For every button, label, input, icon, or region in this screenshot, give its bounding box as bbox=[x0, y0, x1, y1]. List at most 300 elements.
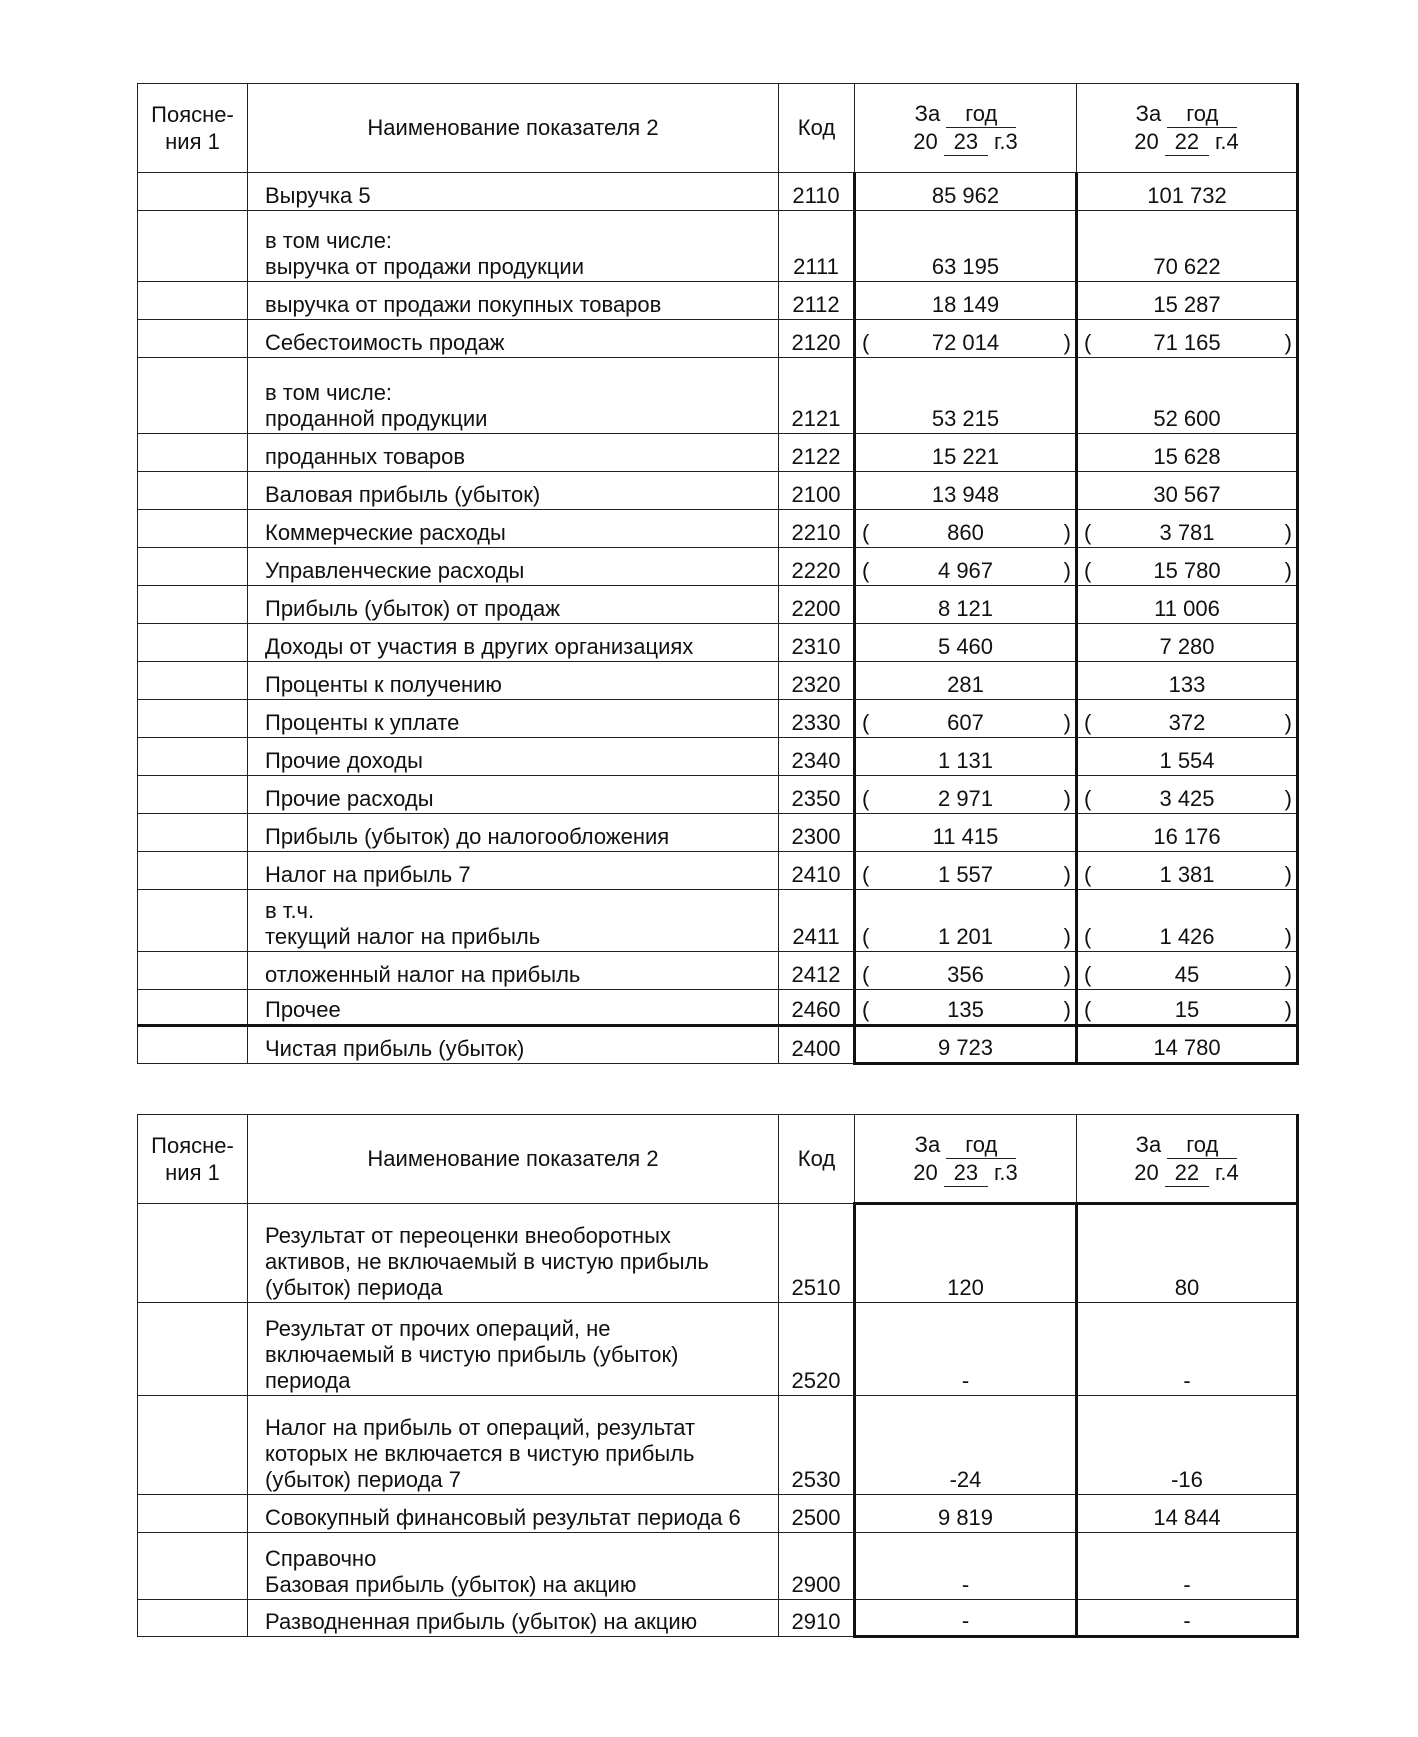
indicator-name bbox=[248, 358, 779, 434]
table-row bbox=[138, 510, 1298, 548]
explanation-cell bbox=[138, 1533, 248, 1600]
value-text: 11 415 bbox=[932, 824, 999, 849]
open-paren: ( bbox=[862, 997, 870, 1022]
period-suffix: г.3 bbox=[994, 1159, 1018, 1185]
value-text: 85 962 bbox=[931, 183, 1000, 208]
indicator-name-line: Доходы от участия в других организациях bbox=[265, 634, 694, 659]
indicator-name bbox=[248, 1533, 779, 1600]
value-current bbox=[855, 1303, 1077, 1396]
open-paren: ( bbox=[862, 710, 870, 735]
table-row bbox=[138, 358, 1298, 434]
indicator-code: 2111 bbox=[779, 211, 855, 282]
indicator-name bbox=[248, 662, 779, 700]
indicator-name bbox=[248, 852, 779, 890]
close-paren: ) bbox=[1284, 997, 1292, 1022]
indicator-code: 2120 bbox=[779, 320, 855, 358]
indicator-code: 2100 bbox=[779, 472, 855, 510]
value-text: 4 967 bbox=[937, 558, 994, 583]
value-current bbox=[855, 990, 1077, 1026]
header-explanations-line: ния 1 bbox=[165, 129, 220, 154]
value-text: 101 732 bbox=[1147, 183, 1227, 208]
indicator-code: 2412 bbox=[779, 952, 855, 990]
value-text: 15 628 bbox=[1153, 444, 1221, 469]
value-current bbox=[855, 814, 1077, 852]
indicator-name bbox=[248, 1600, 779, 1637]
table-row bbox=[138, 776, 1298, 814]
value-text: 45 bbox=[1174, 962, 1200, 987]
header-explanations bbox=[138, 1115, 248, 1204]
explanation-cell bbox=[138, 282, 248, 320]
period-century: 20 bbox=[1134, 129, 1159, 154]
value-text: 72 014 bbox=[931, 330, 1000, 355]
value-previous bbox=[1077, 814, 1298, 852]
explanation-cell bbox=[138, 586, 248, 624]
explanation-cell bbox=[138, 1026, 248, 1064]
value-text: 372 bbox=[1168, 710, 1206, 735]
indicator-code: 2220 bbox=[779, 548, 855, 586]
explanation-cell bbox=[138, 662, 248, 700]
indicator-name-line: Базовая прибыль (убыток) на акцию bbox=[265, 1572, 637, 1597]
indicator-name-line: которых не включается в чистую прибыль bbox=[265, 1441, 695, 1466]
open-paren: ( bbox=[862, 786, 870, 811]
indicator-code: 2210 bbox=[779, 510, 855, 548]
indicator-code: 2300 bbox=[779, 814, 855, 852]
value-previous bbox=[1077, 320, 1298, 358]
indicator-name-line: Налог на прибыль от операций, результат bbox=[265, 1415, 696, 1440]
table-row bbox=[138, 852, 1298, 890]
indicator-name bbox=[248, 548, 779, 586]
value-previous bbox=[1077, 358, 1298, 434]
close-paren: ) bbox=[1284, 520, 1292, 545]
indicator-name-line: Результат от переоценки внеоборотных bbox=[265, 1223, 671, 1248]
table-row bbox=[138, 814, 1298, 852]
close-paren: ) bbox=[1284, 710, 1292, 735]
indicator-name-line: Прочее bbox=[265, 997, 341, 1022]
value-text: 133 bbox=[1168, 672, 1206, 697]
header-explanations-line: Поясне- bbox=[151, 102, 234, 127]
indicator-name-line: Разводненная прибыль (убыток) на акцию bbox=[265, 1609, 698, 1634]
indicator-name bbox=[248, 434, 779, 472]
value-text: 15 780 bbox=[1153, 558, 1221, 583]
table-row bbox=[138, 320, 1298, 358]
value-text: 1 381 bbox=[1159, 862, 1215, 887]
value-current bbox=[855, 1396, 1077, 1495]
open-paren: ( bbox=[1084, 997, 1092, 1022]
close-paren: ) bbox=[1063, 558, 1071, 583]
indicator-name bbox=[248, 624, 779, 662]
period-year: 22 bbox=[1165, 1159, 1209, 1187]
explanation-cell bbox=[138, 814, 248, 852]
open-paren: ( bbox=[862, 962, 870, 987]
value-previous bbox=[1077, 890, 1298, 952]
indicator-name-line: текущий налог на прибыль bbox=[265, 924, 541, 949]
indicator-name-line: в том числе: bbox=[265, 228, 393, 253]
value-current bbox=[855, 548, 1077, 586]
period-century: 20 bbox=[913, 1159, 938, 1185]
value-previous bbox=[1077, 952, 1298, 990]
value-text: 1 131 bbox=[937, 748, 994, 773]
table-row bbox=[138, 472, 1298, 510]
open-paren: ( bbox=[862, 330, 870, 355]
indicator-name bbox=[248, 738, 779, 776]
open-paren: ( bbox=[1084, 710, 1092, 735]
explanation-cell bbox=[138, 472, 248, 510]
value-previous bbox=[1077, 662, 1298, 700]
value-text: 53 215 bbox=[931, 406, 1000, 431]
value-text: 15 bbox=[1174, 997, 1200, 1022]
indicator-name bbox=[248, 173, 779, 211]
value-previous bbox=[1077, 1396, 1298, 1495]
value-current bbox=[855, 1204, 1077, 1303]
table-row bbox=[138, 1533, 1298, 1600]
header-row bbox=[138, 1115, 1298, 1204]
indicator-code: 2330 bbox=[779, 700, 855, 738]
value-current bbox=[855, 776, 1077, 814]
open-paren: ( bbox=[1084, 786, 1092, 811]
table-row bbox=[138, 990, 1298, 1026]
close-paren: ) bbox=[1284, 330, 1292, 355]
header-previous-period bbox=[1077, 84, 1298, 173]
value-text: 281 bbox=[947, 672, 984, 697]
open-paren: ( bbox=[1084, 924, 1092, 949]
open-paren: ( bbox=[1084, 862, 1092, 887]
indicator-code: 2110 bbox=[779, 173, 855, 211]
value-text: 70 622 bbox=[1153, 254, 1221, 279]
period-suffix: г.4 bbox=[1215, 129, 1239, 154]
value-text: - bbox=[961, 1608, 970, 1633]
indicator-name-line: (убыток) периода 7 bbox=[265, 1467, 461, 1492]
explanation-cell bbox=[138, 852, 248, 890]
value-text: 2 971 bbox=[937, 786, 994, 811]
indicator-name-line: Налог на прибыль 7 bbox=[265, 862, 471, 887]
table-row bbox=[138, 1495, 1298, 1533]
indicator-code: 2200 bbox=[779, 586, 855, 624]
value-current bbox=[855, 510, 1077, 548]
indicator-name-line: (убыток) периода bbox=[265, 1275, 443, 1300]
table-row bbox=[138, 1396, 1298, 1495]
period-year: 22 bbox=[1165, 128, 1209, 156]
indicator-name-line: Прибыль (убыток) до налогообложения bbox=[265, 824, 670, 849]
header-current-period bbox=[855, 84, 1077, 173]
table-row bbox=[138, 1600, 1298, 1637]
open-paren: ( bbox=[1084, 962, 1092, 987]
value-text: 14 844 bbox=[1153, 1505, 1221, 1530]
close-paren: ) bbox=[1063, 786, 1071, 811]
value-previous bbox=[1077, 173, 1298, 211]
indicator-code: 2350 bbox=[779, 776, 855, 814]
period-suffix: г.4 bbox=[1215, 1159, 1239, 1185]
value-current bbox=[855, 472, 1077, 510]
indicator-code: 2500 bbox=[779, 1495, 855, 1533]
value-current bbox=[855, 1533, 1077, 1600]
explanation-cell bbox=[138, 738, 248, 776]
close-paren: ) bbox=[1284, 924, 1292, 949]
value-previous bbox=[1077, 282, 1298, 320]
open-paren: ( bbox=[1084, 558, 1092, 583]
indicator-name bbox=[248, 700, 779, 738]
period-za: За bbox=[914, 101, 941, 126]
value-previous bbox=[1077, 990, 1298, 1026]
value-current bbox=[855, 852, 1077, 890]
value-current bbox=[855, 358, 1077, 434]
header-code: Код bbox=[779, 1115, 855, 1204]
value-text: 13 948 bbox=[931, 482, 1000, 507]
indicator-name-line: Совокупный финансовый результат периода 6 bbox=[265, 1505, 741, 1530]
explanation-cell bbox=[138, 990, 248, 1026]
explanation-cell bbox=[138, 211, 248, 282]
value-text: 63 195 bbox=[931, 254, 1000, 279]
indicator-name bbox=[248, 776, 779, 814]
period-za: За bbox=[914, 1131, 941, 1157]
indicator-code: 2400 bbox=[779, 1026, 855, 1064]
value-previous bbox=[1077, 1533, 1298, 1600]
value-text: 7 280 bbox=[1159, 634, 1215, 659]
indicator-code: 2310 bbox=[779, 624, 855, 662]
value-current bbox=[855, 624, 1077, 662]
header-current-period bbox=[855, 1115, 1077, 1204]
indicator-name-line: Управленческие расходы bbox=[265, 558, 525, 583]
close-paren: ) bbox=[1284, 962, 1292, 987]
indicator-name-line: Результат от прочих операций, не bbox=[265, 1316, 611, 1341]
indicator-name bbox=[248, 282, 779, 320]
table-row bbox=[138, 1026, 1298, 1064]
value-text: 18 149 bbox=[931, 292, 1000, 317]
value-current bbox=[855, 1495, 1077, 1533]
value-text: 1 557 bbox=[937, 862, 994, 887]
value-previous bbox=[1077, 434, 1298, 472]
value-current bbox=[855, 211, 1077, 282]
indicator-code: 2121 bbox=[779, 358, 855, 434]
table-row bbox=[138, 211, 1298, 282]
indicator-name-line: в т.ч. bbox=[265, 898, 315, 923]
value-previous bbox=[1077, 548, 1298, 586]
indicator-name bbox=[248, 990, 779, 1026]
indicator-code: 2530 bbox=[779, 1396, 855, 1495]
value-text: 30 567 bbox=[1153, 482, 1221, 507]
value-previous bbox=[1077, 852, 1298, 890]
indicator-code: 2122 bbox=[779, 434, 855, 472]
indicator-name bbox=[248, 1026, 779, 1064]
period-god: год bbox=[946, 100, 1016, 128]
indicator-code: 2520 bbox=[779, 1303, 855, 1396]
value-current bbox=[855, 738, 1077, 776]
table-row bbox=[138, 586, 1298, 624]
explanation-cell bbox=[138, 1303, 248, 1396]
table-row bbox=[138, 624, 1298, 662]
period-god: год bbox=[946, 1131, 1016, 1159]
value-text: - bbox=[961, 1368, 970, 1393]
financial-results-table bbox=[137, 83, 1299, 1065]
table-row bbox=[138, 282, 1298, 320]
value-previous bbox=[1077, 624, 1298, 662]
indicator-code: 2510 bbox=[779, 1204, 855, 1303]
open-paren: ( bbox=[862, 558, 870, 583]
value-current bbox=[855, 173, 1077, 211]
value-current bbox=[855, 586, 1077, 624]
value-previous bbox=[1077, 1600, 1298, 1637]
close-paren: ) bbox=[1063, 862, 1071, 887]
value-previous bbox=[1077, 586, 1298, 624]
explanation-cell bbox=[138, 358, 248, 434]
indicator-name-line: Чистая прибыль (убыток) bbox=[265, 1036, 525, 1061]
table-row bbox=[138, 1303, 1298, 1396]
indicator-name bbox=[248, 510, 779, 548]
period-za: За bbox=[1135, 1131, 1162, 1157]
value-current bbox=[855, 700, 1077, 738]
explanation-cell bbox=[138, 700, 248, 738]
indicator-name bbox=[248, 1495, 779, 1533]
value-current bbox=[855, 662, 1077, 700]
table-row bbox=[138, 1204, 1298, 1303]
indicator-name-line: Выручка 5 bbox=[265, 183, 371, 208]
indicator-name-line: Справочно bbox=[265, 1546, 377, 1571]
value-current bbox=[855, 952, 1077, 990]
value-text: - bbox=[1183, 1368, 1191, 1393]
indicator-name-line: Валовая прибыль (убыток) bbox=[265, 482, 541, 507]
value-previous bbox=[1077, 1026, 1298, 1064]
value-text: - bbox=[1183, 1572, 1191, 1597]
value-text: 71 165 bbox=[1153, 330, 1221, 355]
value-current bbox=[855, 282, 1077, 320]
explanation-cell bbox=[138, 952, 248, 990]
value-text: 3 781 bbox=[1159, 520, 1215, 545]
close-paren: ) bbox=[1063, 520, 1071, 545]
comprehensive-income-table bbox=[137, 1114, 1299, 1638]
table-row bbox=[138, 173, 1298, 211]
value-text: 860 bbox=[947, 520, 984, 545]
close-paren: ) bbox=[1284, 862, 1292, 887]
period-century: 20 bbox=[913, 129, 938, 154]
value-text: -16 bbox=[1171, 1467, 1203, 1492]
period-za: За bbox=[1135, 101, 1162, 126]
indicator-name-line: проданных товаров bbox=[265, 444, 466, 469]
table-row bbox=[138, 738, 1298, 776]
indicator-name-line: Проценты к получению bbox=[265, 672, 502, 697]
header-explanations-line: Поясне- bbox=[151, 1133, 234, 1158]
value-previous bbox=[1077, 700, 1298, 738]
table-row bbox=[138, 952, 1298, 990]
explanation-cell bbox=[138, 434, 248, 472]
value-text: 11 006 bbox=[1154, 596, 1220, 621]
value-text: 607 bbox=[947, 710, 984, 735]
value-text: - bbox=[961, 1572, 970, 1597]
table-row bbox=[138, 700, 1298, 738]
indicator-name-line: Коммерческие расходы bbox=[265, 520, 506, 545]
period-god: год bbox=[1167, 1131, 1237, 1159]
indicator-name-line: периода bbox=[265, 1368, 351, 1393]
value-text: 15 287 bbox=[1153, 292, 1221, 317]
indicator-name-line: выручка от продажи покупных товаров bbox=[265, 292, 662, 317]
explanation-cell bbox=[138, 1396, 248, 1495]
indicator-name bbox=[248, 320, 779, 358]
value-previous bbox=[1077, 211, 1298, 282]
close-paren: ) bbox=[1063, 962, 1071, 987]
value-current bbox=[855, 1026, 1077, 1064]
header-indicator-name: Наименование показателя 2 bbox=[248, 84, 779, 173]
indicator-code: 2900 bbox=[779, 1533, 855, 1600]
indicator-name-line: включаемый в чистую прибыль (убыток) bbox=[265, 1342, 679, 1367]
explanation-cell bbox=[138, 1204, 248, 1303]
value-previous bbox=[1077, 510, 1298, 548]
indicator-name bbox=[248, 586, 779, 624]
period-god: год bbox=[1167, 100, 1237, 128]
indicator-name-line: выручка от продажи продукции bbox=[265, 254, 584, 279]
close-paren: ) bbox=[1063, 997, 1071, 1022]
value-text: 15 221 bbox=[931, 444, 1000, 469]
header-previous-period bbox=[1077, 1115, 1298, 1204]
header-indicator-name: Наименование показателя 2 bbox=[248, 1115, 779, 1204]
indicator-name bbox=[248, 814, 779, 852]
table-row bbox=[138, 548, 1298, 586]
indicator-name bbox=[248, 472, 779, 510]
indicator-name-line: проданной продукции bbox=[265, 406, 488, 431]
value-text: 8 121 bbox=[937, 596, 994, 621]
value-text: 1 426 bbox=[1159, 924, 1215, 949]
indicator-name-line: в том числе: bbox=[265, 380, 393, 405]
indicator-name bbox=[248, 1396, 779, 1495]
value-text: 52 600 bbox=[1153, 406, 1221, 431]
value-text: 16 176 bbox=[1153, 824, 1221, 849]
period-year: 23 bbox=[944, 128, 988, 156]
header-explanations-line: ния 1 bbox=[165, 1160, 220, 1185]
value-text: 135 bbox=[947, 997, 984, 1022]
period-suffix: г.3 bbox=[994, 129, 1018, 154]
indicator-name-line: Прочие доходы bbox=[265, 748, 423, 773]
value-previous bbox=[1077, 776, 1298, 814]
value-current bbox=[855, 434, 1077, 472]
indicator-name bbox=[248, 1204, 779, 1303]
value-text: - bbox=[1183, 1608, 1191, 1633]
value-previous bbox=[1077, 472, 1298, 510]
explanation-cell bbox=[138, 173, 248, 211]
value-text: 9 819 bbox=[937, 1505, 994, 1530]
value-text: 1 201 bbox=[937, 924, 994, 949]
close-paren: ) bbox=[1063, 924, 1071, 949]
value-previous bbox=[1077, 1495, 1298, 1533]
period-year: 23 bbox=[944, 1159, 988, 1187]
indicator-code: 2320 bbox=[779, 662, 855, 700]
explanation-cell bbox=[138, 890, 248, 952]
explanation-cell bbox=[138, 776, 248, 814]
value-text: 14 780 bbox=[1153, 1035, 1221, 1060]
value-text: 80 bbox=[1174, 1275, 1200, 1300]
value-text: 356 bbox=[947, 962, 984, 987]
open-paren: ( bbox=[862, 520, 870, 545]
value-text: -24 bbox=[949, 1467, 982, 1492]
value-text: 1 554 bbox=[1159, 748, 1215, 773]
explanation-cell bbox=[138, 320, 248, 358]
value-text: 9 723 bbox=[937, 1035, 994, 1060]
indicator-name-line: Проценты к уплате bbox=[265, 710, 460, 735]
close-paren: ) bbox=[1063, 710, 1071, 735]
table-row bbox=[138, 890, 1298, 952]
indicator-code: 2910 bbox=[779, 1600, 855, 1637]
close-paren: ) bbox=[1063, 330, 1071, 355]
value-current bbox=[855, 320, 1077, 358]
indicator-name bbox=[248, 952, 779, 990]
close-paren: ) bbox=[1284, 786, 1292, 811]
indicator-code: 2340 bbox=[779, 738, 855, 776]
period-century: 20 bbox=[1134, 1159, 1159, 1185]
indicator-name-line: Себестоимость продаж bbox=[265, 330, 505, 355]
explanation-cell bbox=[138, 624, 248, 662]
value-text: 5 460 bbox=[937, 634, 994, 659]
indicator-code: 2411 bbox=[779, 890, 855, 952]
table-row bbox=[138, 662, 1298, 700]
explanation-cell bbox=[138, 510, 248, 548]
explanation-cell bbox=[138, 548, 248, 586]
open-paren: ( bbox=[862, 924, 870, 949]
